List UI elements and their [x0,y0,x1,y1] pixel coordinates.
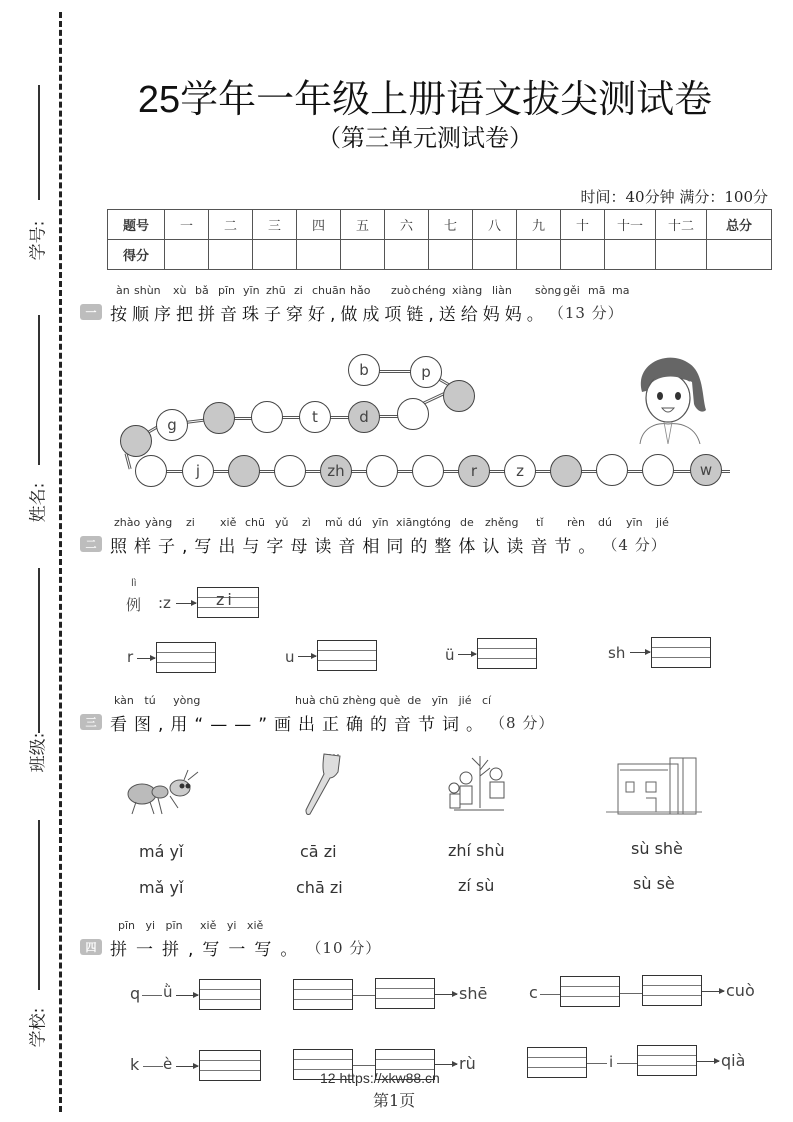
q4-box-1[interactable] [199,979,261,1010]
question-2-text: 照样子,写出与字母读音相同的整体认读音节。 [110,536,603,557]
bead-g: g [156,409,188,441]
question-number-badge: 四 [80,939,102,955]
page-number: 第1页 [373,1091,416,1110]
bead-d: d [348,401,380,433]
q4-box-5[interactable] [642,975,702,1006]
score-table-header-row [108,210,772,240]
score-cell[interactable] [429,240,473,270]
bead-blank[interactable] [596,454,628,486]
q4-initial-q: q [130,984,141,1003]
arrow-icon [298,656,316,657]
option-ant-2[interactable]: mǎ yǐ [139,878,184,897]
col-total: 总分 [707,210,772,240]
bead-blank-filled[interactable] [550,455,582,487]
question-2-heading [80,516,720,556]
option-tree-1[interactable]: zhí shù [448,841,505,860]
score-table-score-row [108,240,772,270]
option-dorm-1[interactable]: sù shè [631,839,683,858]
score-cell[interactable] [165,240,209,270]
example-answer: zi [216,590,235,609]
col-5: 五 [341,210,385,240]
arrow-icon [176,1066,198,1067]
q4-box-3[interactable] [375,978,435,1009]
q4-result-cuo: cuò [726,981,755,1000]
score-cell[interactable] [209,240,253,270]
question-4-score: （10 分） [306,938,382,957]
dormitory-picture [606,756,702,816]
school-line [38,820,40,990]
col-2: 二 [209,210,253,240]
item-u-label: u [285,648,295,666]
question-3-score: （8 分） [490,713,555,732]
score-cell-total[interactable] [707,240,772,270]
col-8: 八 [473,210,517,240]
bead-r: r [458,455,490,487]
watermark-url: 12 https://xkw88.cn [320,1070,440,1086]
q4-box-10[interactable] [637,1045,697,1076]
q4-initial-c: c [529,983,538,1002]
school-label: 学校: [28,1007,49,1048]
option-ant-1[interactable]: má yǐ [139,842,184,861]
question-number-badge: 三 [80,714,102,730]
q4-middle-i: i [609,1053,614,1071]
score-cell[interactable] [297,240,341,270]
col-12: 十二 [656,210,707,240]
question-4-text: 拼一拼,写一写。 [110,939,307,960]
col-11: 十一 [605,210,656,240]
arrow-icon [137,658,155,659]
score-cell[interactable] [605,240,656,270]
score-row-label: 得分 [108,240,165,270]
col-7: 七 [429,210,473,240]
bead-w: w [690,454,722,486]
score-cell[interactable] [341,240,385,270]
question-2-score: （4 分） [602,535,667,554]
question-1-score: （13 分） [548,303,624,322]
option-fork-1[interactable]: cā zi [300,842,337,861]
score-cell[interactable] [385,240,429,270]
bead-blank[interactable] [366,455,398,487]
bead-blank[interactable] [412,455,444,487]
score-table [107,209,772,270]
name-label: 姓名: [28,482,49,523]
arrow-icon [435,994,457,995]
bead-z: z [504,455,536,487]
q4-box-6[interactable] [199,1050,261,1081]
question-1-text: 按顺序把拼音珠子穿好,做成项链,送给妈妈。 [110,304,549,325]
q4-result-ru: rù [459,1054,476,1073]
arrow-icon [697,1061,719,1062]
answer-box-ü[interactable] [477,638,537,669]
question-4-heading [80,919,381,959]
question-1-heading [80,284,680,324]
ant-picture [126,768,202,818]
example-source: :z [158,594,171,612]
answer-box-sh[interactable] [651,637,711,668]
bead-t: t [299,401,331,433]
col-3: 三 [253,210,297,240]
q4-box-9[interactable] [527,1047,587,1078]
q4-final-ü: ǜ [163,983,173,1001]
bead-zh: zh [320,455,352,487]
student-id-label: 学号: [28,220,49,261]
bead-b: b [348,354,380,386]
score-table-row-label: 题号 [108,210,165,240]
option-fork-2[interactable]: chā zi [296,878,343,897]
page-subtitle: （第三单元测试卷） [317,124,533,152]
score-cell[interactable] [253,240,297,270]
score-cell[interactable] [517,240,561,270]
score-cell[interactable] [473,240,517,270]
q4-result-she: shē [459,984,488,1003]
tree-planting-picture [444,752,520,814]
arrow-icon [176,603,196,604]
class-label: 班级: [28,732,49,773]
class-line [38,568,40,733]
mother-illustration [628,352,712,444]
bead-blank[interactable] [135,455,167,487]
col-9: 九 [517,210,561,240]
question-3-text: 看图,用“——”画出正确的音节词。 [110,714,491,735]
example-answer-box [197,587,259,618]
arrow-icon [176,995,198,996]
arrow-icon [458,654,476,655]
option-dorm-2[interactable]: sù sè [633,874,675,893]
name-line [38,315,40,465]
question-3-heading [80,694,640,734]
option-tree-2[interactable]: zí sù [458,876,495,895]
q4-box-4[interactable] [560,976,620,1007]
col-6: 六 [385,210,429,240]
page-title: 25学年一年级上册语文拔尖测试卷 [137,79,713,121]
q4-result-qia: qià [721,1051,746,1070]
bead-blank-filled[interactable] [228,455,260,487]
bead-blank[interactable] [274,455,306,487]
bead-blank[interactable] [397,398,429,430]
bead-blank-filled[interactable] [203,402,235,434]
item-sh-label: sh [608,644,626,662]
example-pinyin: lì [131,578,137,589]
bead-p: p [410,356,442,388]
question-number-badge: 一 [80,304,102,320]
answer-box-u[interactable] [317,640,377,671]
question-1-pinyin: àn shùn xù bǎ pīn yīn zhū zi chuān hǎo zuò chéng xiàng liàn sòng gěi mā ma [116,284,630,297]
q4-initial-k: k [130,1055,140,1074]
bead-blank[interactable] [251,401,283,433]
question-4-pinyin: pīn yi pīn xiě yi xiě [118,919,264,932]
item-r-label: r [127,648,134,666]
arrow-icon [630,652,650,653]
q4-box-2[interactable] [293,979,353,1010]
q4-final-è: è [163,1055,173,1073]
col-10: 十 [561,210,605,240]
example-label: 例 [126,596,142,614]
item-ü-label: ü [445,646,455,664]
bead-blank-filled[interactable] [443,380,475,412]
arrow-icon [702,991,724,992]
fork-picture [300,752,344,818]
bead-blank[interactable] [642,454,674,486]
answer-box-r[interactable] [156,642,216,673]
bead-blank-filled[interactable] [120,425,152,457]
bead-j: j [182,455,214,487]
score-cell[interactable] [656,240,707,270]
arrow-icon [435,1064,457,1065]
question-3-pinyin: kàn tú yòng huà chū zhèng què de yīn jié cí [114,694,492,707]
question-2-pinyin: zhào yàng zi xiě chū yǔ zì mǔ dú yīn xiāng tóng de zhěng tǐ rèn dú yīn jié [114,516,669,529]
question-number-badge: 二 [80,536,102,552]
col-4: 四 [297,210,341,240]
col-1: 一 [165,210,209,240]
exam-meta: 时间：40分钟 满分：100分 [580,188,768,206]
binding-dashed-line [59,12,62,1112]
score-cell[interactable] [561,240,605,270]
